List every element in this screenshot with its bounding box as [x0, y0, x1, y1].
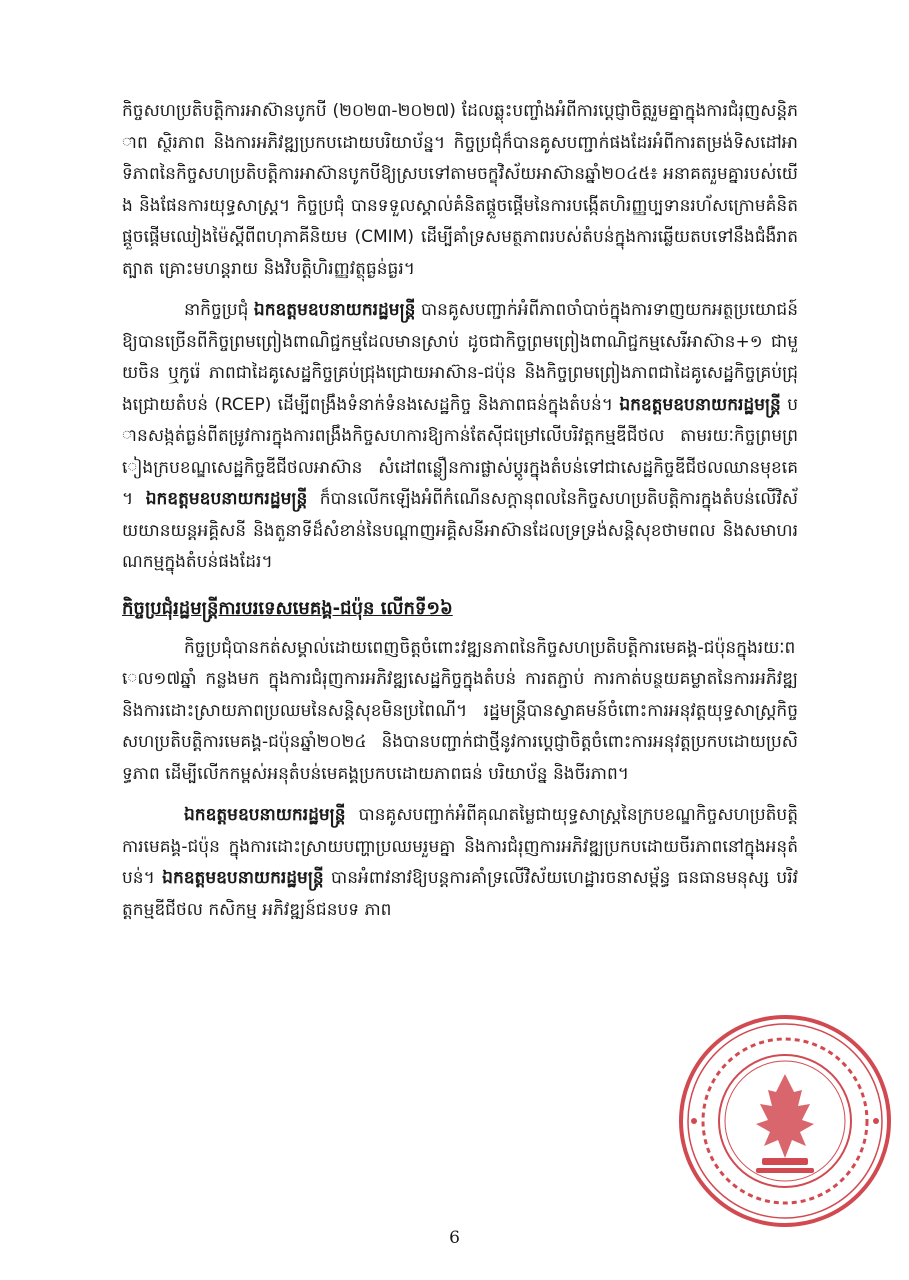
dpm-title: ឯកឧត្តមឧបនាយករដ្ឋមន្ត្រី: [162, 868, 324, 888]
paragraph-strategic-value: [122, 800, 798, 926]
page-number: 6: [449, 1228, 460, 1248]
paragraph-text: នាកិច្ចប្រជុំ: [184, 300, 254, 320]
page-content: [122, 96, 798, 936]
official-seal-stamp: [676, 1012, 894, 1230]
paragraph-aseanplusthree: កិច្ចសហប្រតិបត្តិការអាស៊ានបូកបី (២០២៣-២០២៧) ដែលឆ្លុះបញ្ចាំងអំពីការប្តេជ្ញាចិត្តរួមគ្នាក្នុងការជំរុញសន្តិភាព ស្ថិរភាព និងការអភិវឌ្ឍប្រកបដោយបរិយាប័ន្ន។ កិច្ចប្រជុំក៏បានគូសបញ្ជាក់ផងដែរអំពីការតម្រង់ទិសដៅអាទិភាពនៃកិច្ចសហប្រតិបត្តិការអាស៊ានបូកបីឱ្យស្របទៅតាមចក្ខុវិស័យអាស៊ានឆ្នាំ២០៤៥៖ អនាគតរួមគ្នារបស់យើង និងផែនការយុទ្ធសាស្ត្រ។ កិច្ចប្រជុំ បានទទួលស្គាល់គំនិតផ្តួចផ្តើមនៃការបង្កើតហិរញ្ញប្បទានរហ័សក្រោមគំនិតផ្តួចផ្តើមឈៀងម៉ៃស្តីពីពហុភាគីនិយម (CMIM) ដើម្បីគាំទ្រសមត្ថភាពរបស់តំបន់ក្នុងការឆ្លើយតបទៅនឹងជំងឺរាតត្បាត គ្រោះមហន្តរាយ និងវិបត្តិហិរញ្ញវត្ថុធ្ងន់ធ្ងរ។: [122, 101, 798, 279]
paragraph-text: បានសង្កត់ធ្ងន់ពីតម្រូវការក្នុងការពង្រឹងកិច្ចសហការឱ្យកាន់តែស៊ីជម្រៅលើបរិវត្តកម្មឌីជីថល តាមរយៈកិច្ចព្រមព្រៀងក្របខណ្ឌសេដ្ឋកិច្ចឌីជីថលអាស៊ាន សំដៅពន្លឿនការផ្លាស់ប្តូរក្នុងតំបន់ទៅជាសេដ្ឋកិច្ចឌីជីថលឈានមុខគេ។: [122, 394, 798, 509]
paragraph-text: បានអំពាវនាវឱ្យបន្តការគាំទ្រលើវិស័យហេដ្ឋារចនាសម្ព័ន្ធ ធនធានមនុស្ស បរិវត្តកម្មឌីជីថល កសិកម្ម អភិវឌ្ឍន៍ជនបទ ភាព: [122, 868, 798, 920]
section-heading: កិច្ចប្រជុំរដ្ឋមន្ត្រីការបរទេសមេគង្គ-ជប៉ុន លើកទី១៦: [122, 597, 453, 619]
dpm-title: ឯកឧត្តមឧបនាយករដ្ឋមន្ត្រី: [253, 300, 416, 320]
paragraph-text: បានគូសបញ្ជាក់អំពីគុណតម្លៃជាយុទ្ធសាស្ត្រនៃក្របខណ្ឌកិច្ចសហប្រតិបត្តិការមេគង្គ-ជប៉ុន ក្នុងការដោះស្រាយបញ្ហាប្រឈមរួមគ្នា និងការជំរុញការអភិវឌ្ឍប្រកបដោយចីរភាពនៅក្នុងអនុតំបន់។: [122, 805, 798, 888]
paragraph-text: បានគូសបញ្ជាក់អំពីភាពចាំបាច់ក្នុងការទាញយកអត្ថប្រយោជន៍ឱ្យបានច្រើនពីកិច្ចព្រមព្រៀងពាណិជ្ជកម្មដែលមានស្រាប់ ដូចជាកិច្ចព្រមព្រៀងពាណិជ្ជកម្មសេរីអាស៊ាន+១ ជាមួយចិន ឬកូរ៉េ ភាពជាដៃគូសេដ្ឋកិច្ចគ្រប់ជ្រុងជ្រោយអាស៊ាន-ជប៉ុន និងកិច្ចព្រមព្រៀងភាពជាដៃគូសេដ្ឋកិច្ចគ្រប់ជ្រុងជ្រោយតំបន់ (RCEP) ដើម្បីពង្រឹងទំនាក់ទំនងសេដ្ឋកិច្ច និងភាពធន់ក្នុងតំបន់។: [122, 300, 798, 415]
dpm-title: ឯកឧត្តមឧបនាយករដ្ឋមន្ត្រី: [184, 805, 346, 825]
paragraph-trade-agreements: [122, 295, 798, 579]
paragraph-text: ក៏បានលើកឡើងអំពីកំណើនសក្តានុពលនៃកិច្ចសហប្រតិបត្តិការក្នុងតំបន់លើវិស័យយានយន្តអគ្គិសនី និងតួនាទីដ៏សំខាន់នៃបណ្តាញអគ្គិសនីអាស៊ានដែលទ្រទ្រង់សន្តិសុខថាមពល និងសមាហរណកម្មក្នុងតំបន់ផងដែរ។: [122, 489, 798, 572]
paragraph-mekong-japan: កិច្ចប្រជុំបានកត់សម្គាល់ដោយពេញចិត្តចំពោះវឌ្ឍនភាពនៃកិច្ចសហប្រតិបត្តិការមេគង្គ-ជប៉ុនក្នុងរយៈពេល១៧ឆ្នាំ កន្លងមក ក្នុងការជំរុញការអភិវឌ្ឍសេដ្ឋកិច្ចក្នុងតំបន់ ការតភ្ជាប់ ការកាត់បន្ថយគម្លាតនៃការអភិវឌ្ឍ និងការដោះស្រាយភាពប្រឈមនៃសន្តិសុខមិនប្រពៃណី។ រដ្ឋមន្ត្រីបានស្វាគមន៍ចំពោះការអនុវត្តយុទ្ធសាស្ត្រកិច្ចសហប្រតិបត្តិការមេគង្គ-ជប៉ុនឆ្នាំ២០២៤ និងបានបញ្ជាក់ជាថ្មីនូវការប្តេជ្ញាចិត្តចំពោះការអនុវត្តប្រកបដោយប្រសិទ្ធភាព ដើម្បីលើកកម្ពស់អនុតំបន់មេគង្គប្រកបដោយភាពធន់ បរិយាប័ន្ន និងចីរភាព។: [122, 637, 798, 784]
dpm-title: ឯកឧត្តមឧបនាយករដ្ឋមន្ត្រី: [619, 394, 781, 415]
dpm-title: ឯកឧត្តមឧបនាយករដ្ឋមន្ត្រី: [145, 489, 308, 509]
